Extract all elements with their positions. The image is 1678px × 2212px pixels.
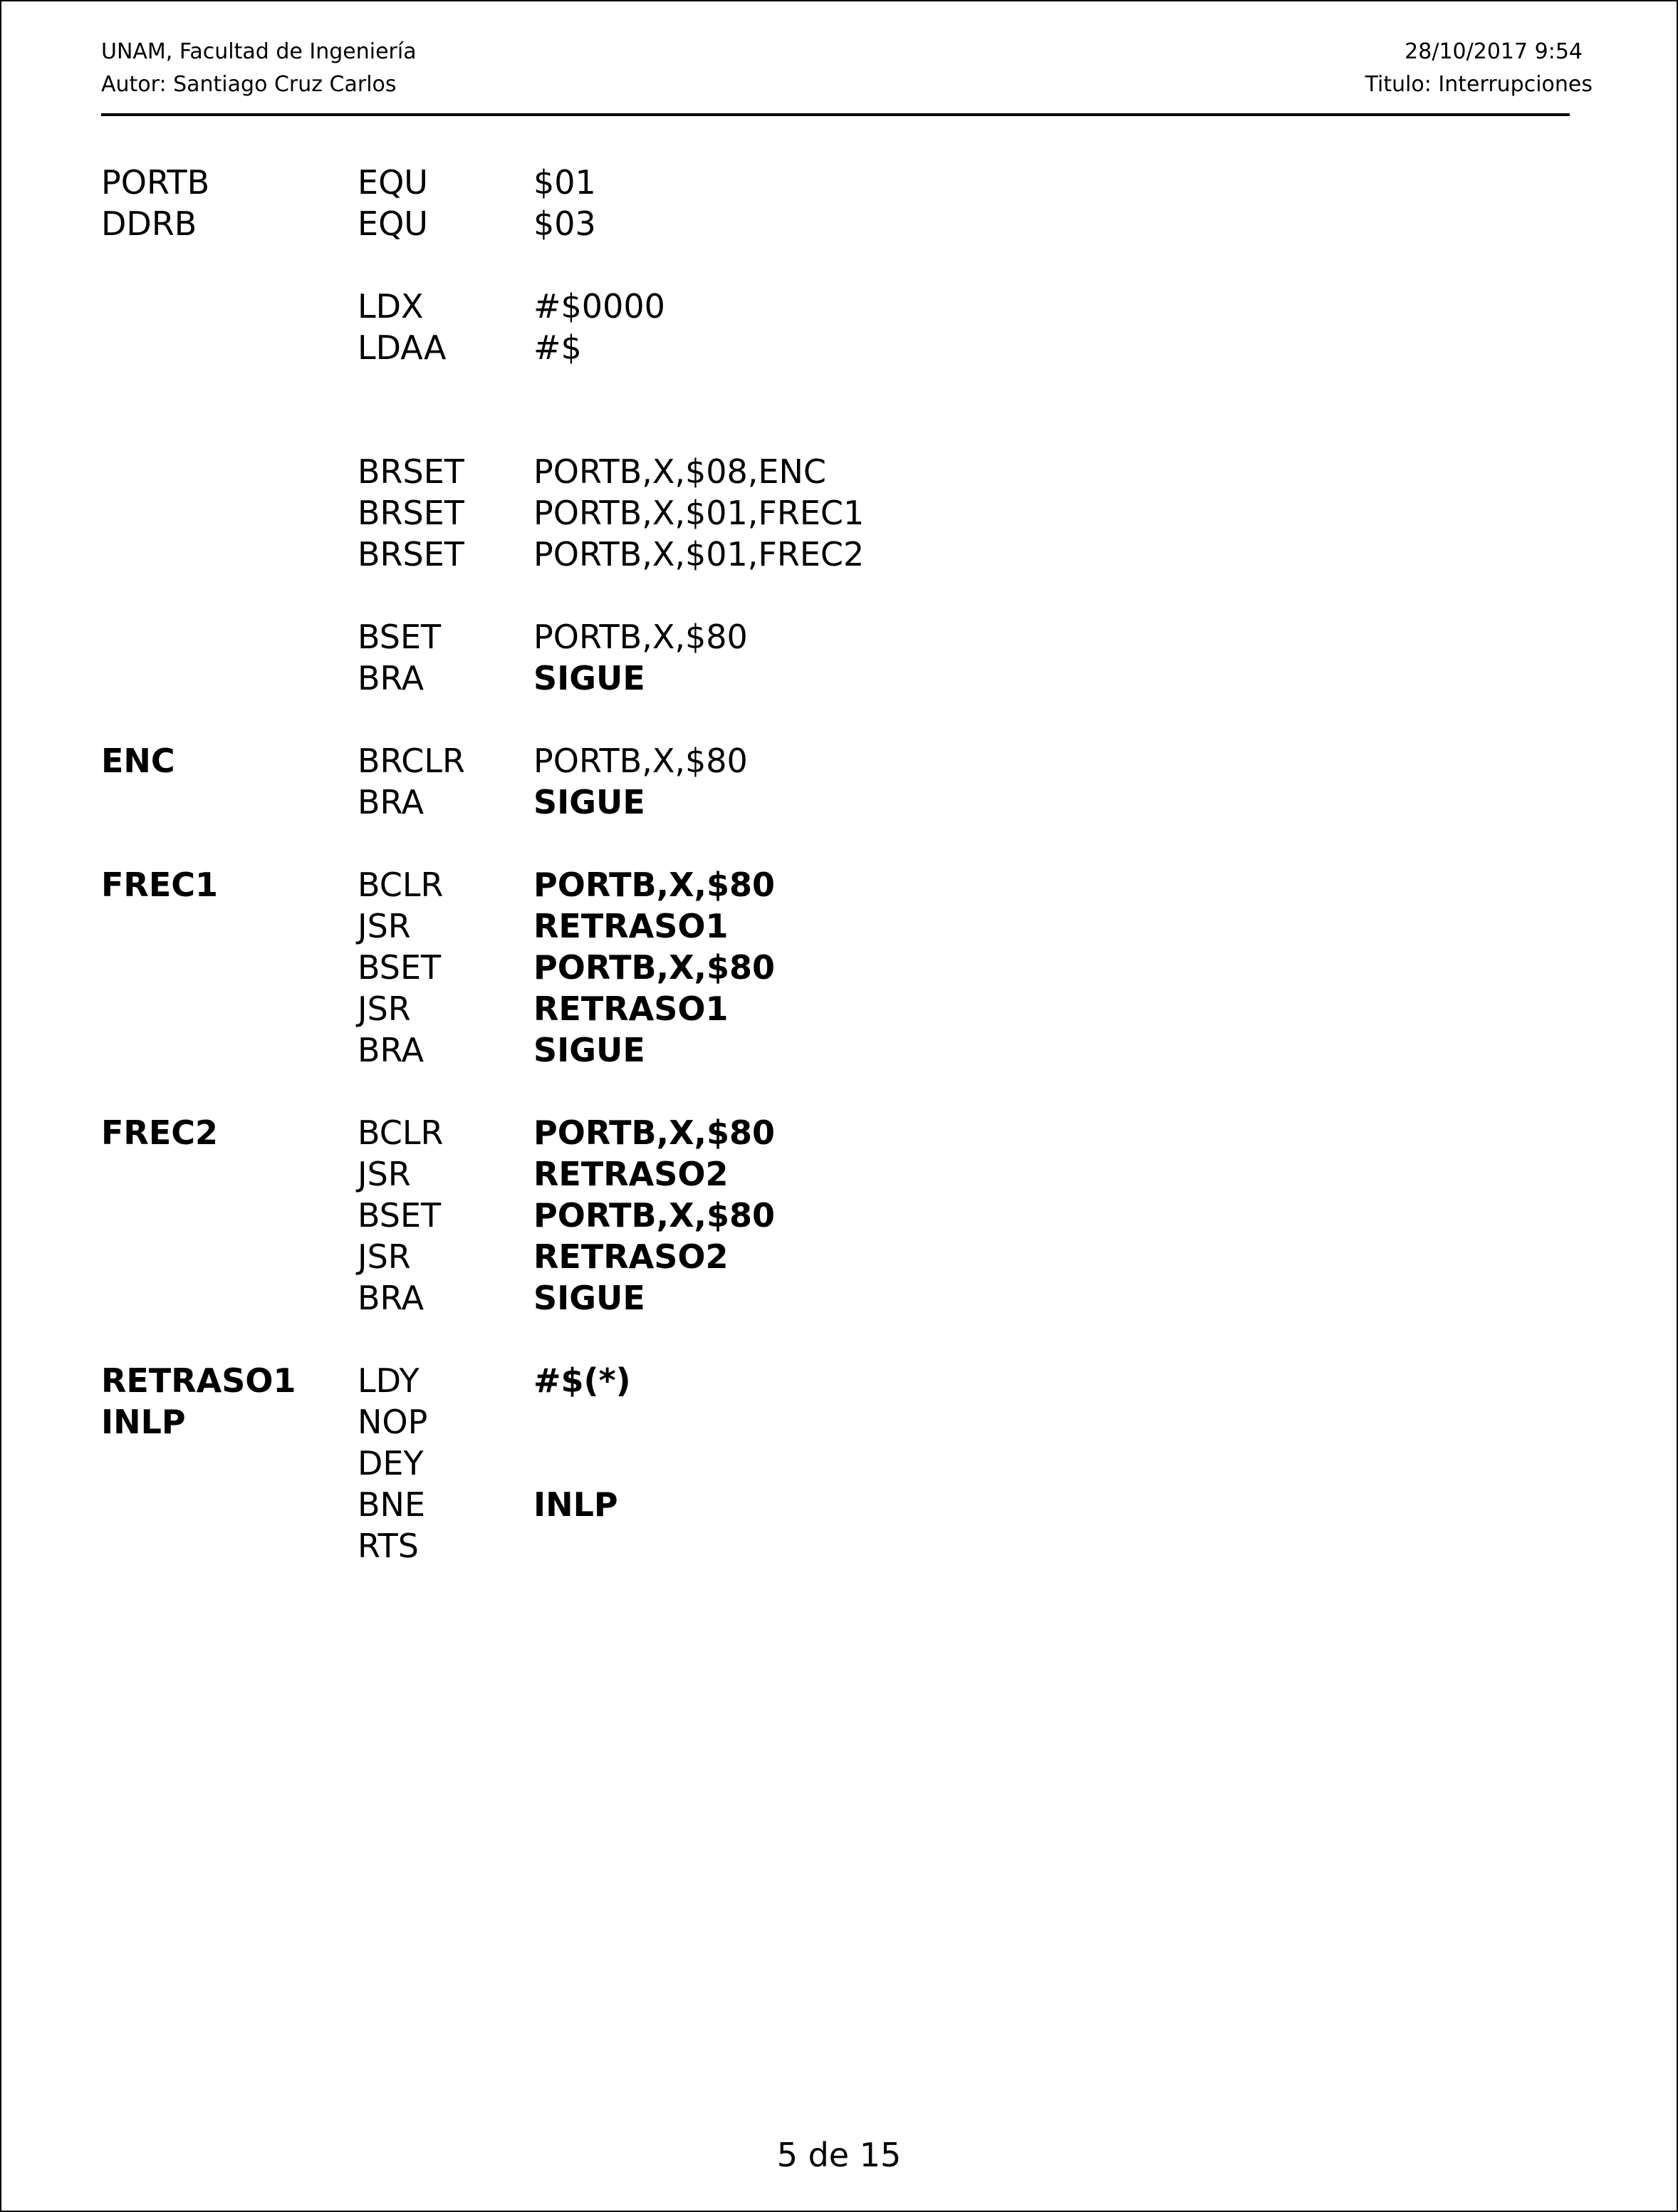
code-opcode: JSR [358,907,411,945]
code-label: ENC [101,742,175,780]
code-opcode: BRSET [358,494,464,532]
code-line [101,782,645,823]
header-author: Autor: Santiago Cruz Carlos [101,72,397,97]
code-opcode: LDAA [358,328,447,367]
code-opcode: BCLR [358,1113,444,1152]
code-opcode: NOP [358,1403,428,1441]
code-opcode: BSET [358,1196,442,1235]
code-operand: RETRASO1 [533,907,729,945]
code-line [101,162,596,203]
code-opcode: BRCLR [358,742,465,780]
code-operand: PORTB,X,$80 [533,742,748,780]
code-operand: PORTB,X,$01,FREC1 [533,494,865,532]
code-operand: SIGUE [533,659,645,697]
code-operand: PORTB,X,$01,FREC2 [533,535,865,573]
code-opcode: BSET [358,948,442,987]
code-label: FREC1 [101,866,219,904]
code-opcode: JSR [358,1155,411,1193]
code-operand: RETRASO2 [533,1155,729,1193]
code-operand: PORTB,X,$80 [533,948,776,987]
code-operand: #$ [533,328,582,367]
code-line [101,1401,428,1443]
code-opcode: BRSET [358,535,464,573]
header-divider [101,113,1570,116]
code-line [101,1484,618,1525]
code-line [101,740,748,782]
code-opcode: LDX [358,287,424,326]
code-line [101,1195,776,1236]
code-line [101,616,748,658]
code-operand: INLP [533,1485,618,1524]
code-line [101,1277,645,1319]
code-line [101,1443,424,1484]
code-line [101,988,729,1029]
code-line [101,1153,729,1195]
code-operand: $01 [533,163,596,202]
code-label: RETRASO1 [101,1361,296,1400]
code-operand: #$0000 [533,287,665,326]
code-opcode: JSR [358,990,411,1028]
code-operand: #$(*) [533,1361,631,1400]
code-opcode: EQU [358,163,428,202]
code-label: INLP [101,1403,186,1441]
code-operand: PORTB,X,$80 [533,1113,776,1152]
code-line [101,327,582,368]
code-operand: PORTB,X,$08,ENC [533,452,826,491]
code-line [101,864,776,905]
code-line [101,492,865,534]
code-opcode: BRA [358,783,424,821]
header-right [1365,36,1593,101]
code-line [101,1029,645,1071]
code-line [101,1112,776,1153]
code-operand: RETRASO1 [533,990,729,1028]
code-opcode: BSET [358,618,442,656]
code-label: FREC2 [101,1113,219,1152]
assembly-listing [101,162,865,1567]
page-number: 5 de 15 [776,2136,902,2174]
header-institution: UNAM, Facultad de Ingeniería [101,39,417,64]
code-opcode: EQU [358,204,428,243]
code-operand: RETRASO2 [533,1237,729,1276]
code-opcode: BRA [358,1279,424,1317]
code-line [101,286,665,327]
code-line [101,658,645,699]
code-line [101,534,865,575]
code-opcode: DEY [358,1444,424,1483]
code-operand: $03 [533,204,596,243]
code-line [101,947,776,988]
code-label: PORTB [101,163,210,202]
code-opcode: RTS [358,1527,419,1565]
code-line [101,1525,419,1567]
code-line [101,1360,631,1401]
code-line [101,905,729,947]
code-opcode: BCLR [358,866,444,904]
code-operand: SIGUE [533,1279,645,1317]
code-operand: PORTB,X,$80 [533,618,748,656]
code-opcode: BNE [358,1485,426,1524]
code-line [101,451,826,492]
code-label: DDRB [101,204,197,243]
code-operand: SIGUE [533,1031,645,1069]
code-opcode: BRSET [358,452,464,491]
code-line [101,1236,729,1277]
code-opcode: BRA [358,1031,424,1069]
code-operand: SIGUE [533,783,645,821]
code-operand: PORTB,X,$80 [533,1196,776,1235]
code-operand: PORTB,X,$80 [533,866,776,904]
code-opcode: JSR [358,1237,411,1276]
header-datetime: 28/10/2017 9:54 [1405,39,1583,64]
code-opcode: LDY [358,1361,420,1400]
header-title: Titulo: Interrupciones [1365,72,1593,97]
header-left [101,36,417,101]
code-line [101,203,596,244]
code-opcode: BRA [358,659,424,697]
